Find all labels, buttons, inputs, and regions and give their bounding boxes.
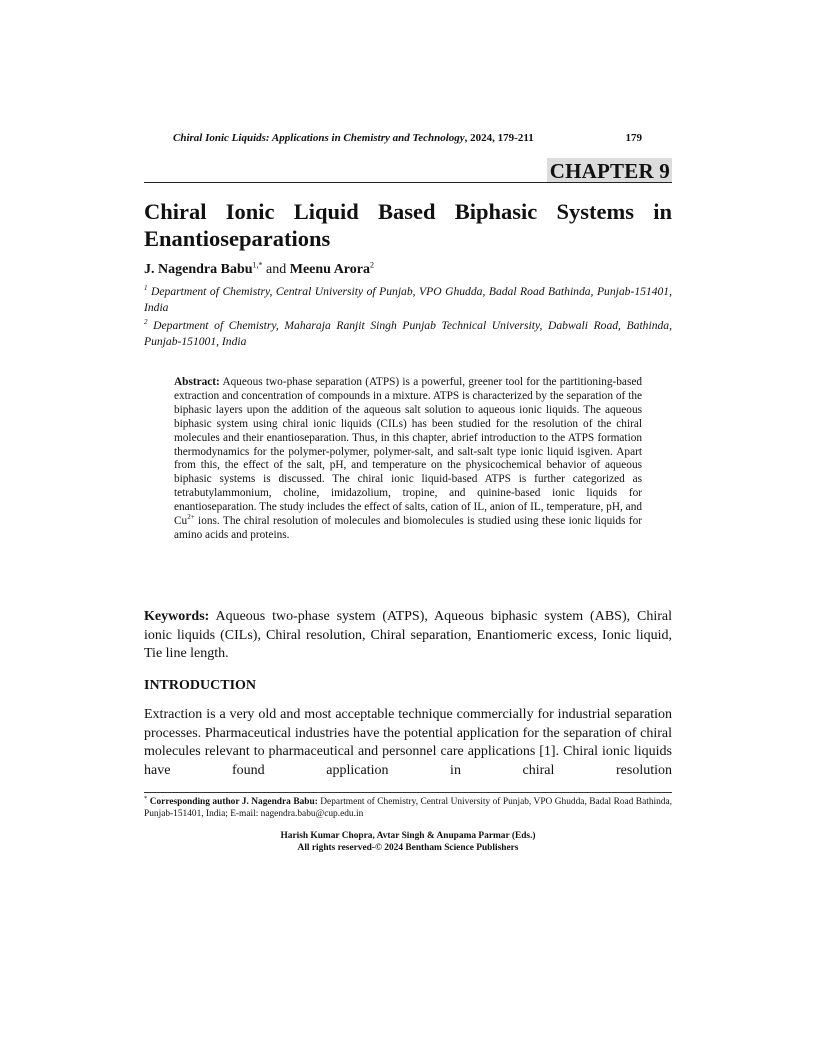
author-name: J. Nagendra Babu bbox=[144, 262, 253, 277]
footnote-label: Corresponding author J. Nagendra Babu: bbox=[147, 797, 318, 807]
abstract-text-end: ions. The chiral resolution of molecules and biomolecules is studied using these ionic liquids for amino acids and proteins. bbox=[174, 515, 642, 541]
author-marker: 1,* bbox=[252, 260, 263, 270]
affiliation-text: Department of Chemistry, Maharaja Ranjit Singh Punjab Technical University, Dabwali Road, Bathinda, Punjab-151001, India bbox=[144, 319, 672, 348]
page-number: 179 bbox=[625, 132, 642, 144]
affiliation-text: Department of Chemistry, Central University of Punjab, VPO Ghudda, Badal Road Bathinda, Punjab-151401, India bbox=[144, 285, 672, 314]
charge-superscript: 2+ bbox=[187, 513, 195, 522]
journal-details: , 2024, 179-211 bbox=[464, 132, 534, 144]
author-list bbox=[144, 261, 672, 279]
abstract-text: Aqueous two-phase separation (ATPS) is a powerful, greener tool for the partitioning-based extraction and concentration of compounds in a mixture. ATPS is characterized by the separation of the biphasic layers upon the addition of the aqueous salt solution to aqueous ionic liquids. The aqueous biphasic system using chiral ionic liquids (CILs) has been studied for the resolution of the chiral molecules and their enantioseparation. Thus, in this chapter, abrief introduction to the ATPS formation thermodynamics for the polymer-polymer, polymer-salt, and salt-salt type ionic liquid isgiven. Apart from this, the effect of the salt, pH, and temperature on the physicochemical behavior of aqueous biphasic systems is discussed. The chiral ionic liquid-based ATPS is further categorized as tetrabutylammonium, choline, imidazolium, tropine, and quinine-based ionic liquids for enantioseparation. The study includes the effect of salts, cation of IL, anion of IL, temperature, pH, and Cu bbox=[174, 376, 642, 528]
author-marker: 2 bbox=[369, 260, 374, 270]
editors-line: Harish Kumar Chopra, Avtar Singh & Anupama Parmar (Eds.) bbox=[280, 831, 536, 841]
abstract-label: Abstract: bbox=[174, 376, 220, 388]
publisher-info bbox=[144, 830, 672, 854]
keywords bbox=[144, 608, 672, 664]
affiliation-marker: 1 bbox=[144, 284, 148, 293]
affiliation-marker: 2 bbox=[144, 318, 148, 327]
chapter-title: Chiral Ionic Liquid Based Biphasic Systems in Enantioseparations bbox=[144, 199, 672, 251]
keywords-text: Aqueous two-phase system (ATPS), Aqueous biphasic system (ABS), Chiral ionic liquids (CILs), Chiral resolution, Chiral separation, Enantiomeric excess, Ionic liquid, Tie line length. bbox=[144, 609, 672, 661]
abstract bbox=[174, 376, 642, 543]
keywords-label: Keywords: bbox=[144, 609, 210, 624]
author-conjunction: and bbox=[262, 262, 290, 277]
footnote-text: Department of Chemistry, Central University of Punjab, VPO Ghudda, Badal Road Bathinda, Punjab-151401, India; E-mail: nagendra.babu@cup.edu.in bbox=[144, 797, 673, 819]
journal-citation bbox=[173, 131, 534, 145]
author-name: Meenu Arora bbox=[289, 262, 370, 277]
rights-line: All rights reserved-© 2024 Bentham Science Publishers bbox=[297, 843, 519, 853]
affiliation bbox=[144, 284, 672, 316]
chapter-divider bbox=[144, 182, 672, 183]
introduction-paragraph: Extraction is a very old and most acceptable technique commercially for industrial separation processes. Pharmaceutical industries have the potential application for the separation of chiral molecules relevant to pharmaceutical and personnel care applications [1]. Chiral ionic liquids have found application in chiral resolution bbox=[144, 707, 672, 778]
footnote bbox=[144, 796, 672, 820]
footnote-divider bbox=[144, 792, 672, 793]
section-heading: INTRODUCTION bbox=[144, 678, 257, 693]
journal-title: Chiral Ionic Liquids: Applications in Chemistry and Technology bbox=[173, 132, 465, 144]
affiliation bbox=[144, 318, 672, 350]
chapter-label: CHAPTER 9 bbox=[547, 158, 672, 183]
footnote-marker: * bbox=[144, 794, 148, 802]
